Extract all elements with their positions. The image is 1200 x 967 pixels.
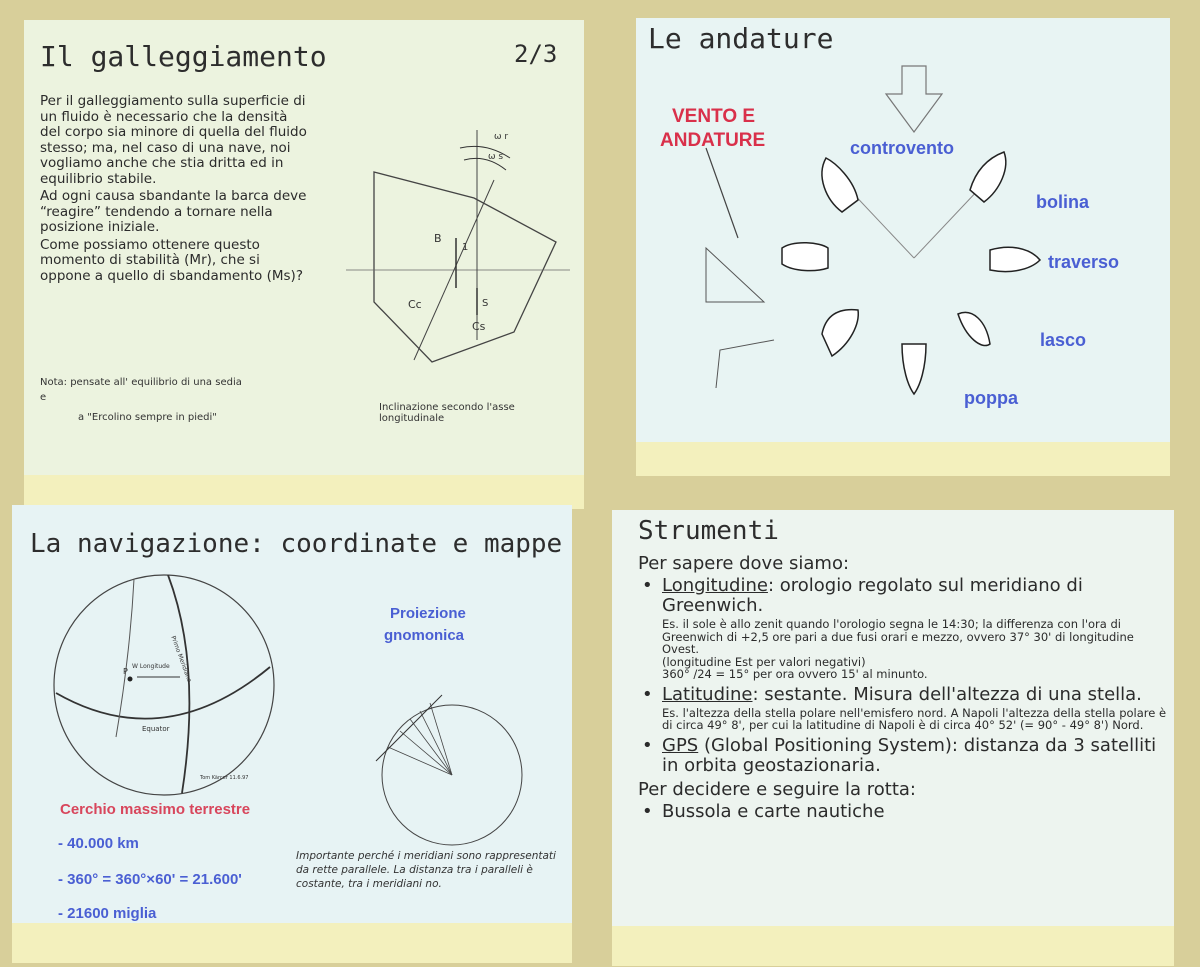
footer-page: 4	[552, 482, 559, 493]
detail-line: (longitudine Est per valori negativi)	[662, 654, 866, 669]
projection-title-line: Proiezione	[390, 605, 466, 622]
globe-label-meridian: Primo Meridiano	[169, 635, 193, 684]
label-lasco: lasco	[1040, 330, 1087, 350]
footer-author: G.Paternoster	[40, 482, 110, 493]
slide-andature	[636, 18, 1170, 476]
meridian-line	[168, 575, 189, 793]
heading-line: ANDATURE	[660, 130, 766, 151]
footer-page: 23	[1152, 948, 1165, 959]
globe-label-p: P	[123, 667, 128, 676]
paragraph: Ad ogni causa sbandante la barca deve “reagire” tendendo a tornare nella posizione iniziale.	[40, 188, 307, 235]
label-traverso: traverso	[1048, 252, 1120, 272]
heading-line: VENTO E	[672, 106, 756, 127]
list-item: - 360° = 360°×60' = 21.600'	[58, 871, 242, 888]
globe	[54, 575, 274, 795]
cerchio-heading: Cerchio massimo terrestre	[60, 801, 251, 818]
globe-credit: Tom Kärcer 11.6.97	[200, 775, 249, 781]
projection-plane	[376, 695, 442, 761]
footer-page: 22	[550, 947, 563, 958]
instrument-list	[638, 576, 1168, 776]
sailing-points-diagram	[636, 18, 1170, 442]
label-b: B	[434, 232, 442, 245]
list-item-longitudine	[638, 576, 1168, 681]
globe-label-equator: Equator	[142, 725, 170, 733]
boat-controvento-right	[970, 152, 1006, 202]
label-cc: Cc	[408, 298, 422, 311]
footer-author: G.Paternoster	[630, 948, 700, 959]
term-gps: GPS	[662, 734, 699, 756]
label-ws: ω s	[488, 152, 504, 162]
wind-vector	[706, 148, 738, 238]
rotta-list	[638, 802, 1168, 822]
list-item-latitudine	[638, 685, 1168, 732]
term-longitudine: Longitudine	[662, 575, 768, 596]
latitudine-detail: Es. l'altezza della stella polare nell'emisfero nord. A Napoli l'altezza della stella polare è di circa 49° 8', per cui la latitudine di Napoli è di circa 40° 52' (= 90° - 49° 8') Nord.	[662, 705, 1167, 732]
paragraph: Come possiamo ottenere questo momento di stabilità (Mr), che si oppone a quello di sbandamento (Ms)?	[40, 236, 303, 284]
slide-title: Strumenti	[638, 516, 779, 546]
footer-title: La fisica a vela - Napoli mag. 2019	[788, 940, 962, 951]
boat-traverso-left	[782, 243, 828, 271]
hull-outline	[374, 172, 556, 362]
point-p	[128, 677, 133, 682]
footer-author: G.Paternoster	[646, 455, 716, 466]
projection-ray	[430, 703, 452, 775]
footer-title: La fisica a vela - Napoli mag. 2019	[209, 482, 383, 493]
projection-ray	[420, 711, 452, 775]
detail-line: 360° /24 = 15° per ora ovvero 15' al minunto.	[662, 667, 928, 681]
text-longitudine: : orologio regolato sul meridiano di Greenwich.	[662, 575, 1083, 616]
label-controvento: controvento	[850, 138, 955, 158]
diagram-caption: Inclinazione secondo l'asse longitudinale	[379, 402, 515, 424]
slide-strumenti	[612, 510, 1174, 966]
projection-title-line: gnomonica	[384, 627, 465, 644]
footer-page: 20	[1142, 455, 1155, 466]
projection-ray	[388, 747, 452, 775]
text-gps: (Global Positioning System): distanza da 3 satelliti in orbita geostazionaria.	[662, 734, 1157, 776]
note-line: Nota: pensate all' equilibrio di una sedia	[40, 377, 242, 388]
detail-line: Es. il sole è allo zenit quando l'orologio segna le 14:30; la differenza con l'ora di Greenwich di +2,5 ore pari a due fusi orari e mezzo, ovvero 37° 30' di longitudine Ovest.	[662, 617, 1134, 656]
list-item: - 40.000 km	[58, 835, 139, 852]
slide-galleggiamento	[24, 20, 584, 509]
boat-lasco-right	[958, 312, 990, 345]
slide-page-label: 2/3	[514, 40, 558, 68]
list-item-bussola: • Bussola e carte nautiche	[638, 802, 1168, 822]
label-cs: Cs	[472, 320, 486, 333]
vector-angle	[716, 340, 774, 388]
label-wr: ω r	[494, 132, 509, 142]
label-bolina: bolina	[1036, 192, 1089, 212]
wind-arrow	[886, 66, 942, 132]
boat-lasco-left	[822, 310, 858, 356]
text-latitudine: : sestante. Misura dell'altezza di una stella.	[752, 683, 1142, 705]
slide-body	[638, 554, 1168, 822]
intro-line: Per sapere dove siamo:	[638, 553, 850, 574]
slide-title: Il galleggiamento	[40, 40, 327, 73]
note-line: a "Ercolino sempre in piedi"	[78, 412, 217, 423]
note-line: e	[40, 392, 47, 403]
stability-diagram	[24, 20, 584, 475]
list-item: - 21600 miglia	[58, 905, 157, 922]
paragraph: Per il galleggiamento sulla superficie di un fluido è necessario che la densità del corpo sia minore di quella del fluido stesso; ma, nel caso di una nave, noi vogliamo anche che stia dritta ed in equilibrio stabile.	[40, 93, 307, 187]
globe-label-longitude: W Longitude	[132, 663, 170, 670]
label-s: S	[482, 298, 489, 309]
list-item-gps	[638, 736, 1168, 776]
no-go-line-right	[914, 188, 980, 258]
slide-title: La navigazione: coordinate e mappe	[30, 529, 563, 559]
boat-traverso-right	[990, 247, 1040, 271]
slide-navigazione	[12, 505, 572, 963]
decide-line: Per decidere e seguire la rotta:	[638, 778, 916, 800]
boat-controvento-left	[822, 158, 858, 212]
projection-ray	[410, 719, 452, 775]
label-poppa: poppa	[964, 388, 1018, 408]
meridian-secondary	[116, 579, 134, 737]
slide-title: Le andature	[648, 22, 834, 55]
footer-title: La fisica a vela - Napoli mag. 2019	[172, 945, 346, 956]
longitudine-detail	[662, 618, 1168, 681]
label-one: 1	[462, 242, 469, 253]
important-note: Importante perché i meridiani sono rappresentati da rette parallele. La distanza tra i paralleli è costante, tra i meridiani no.	[296, 850, 556, 890]
term-latitudine: Latitudine	[662, 683, 753, 705]
equator-line	[56, 667, 270, 719]
boat-poppa	[902, 344, 926, 394]
footer-title: La fisica a vela - Napoli mag. 2019	[808, 455, 982, 466]
projection-ray	[400, 731, 452, 775]
footer-author: G.Paternoster	[28, 947, 98, 958]
vector-triangle	[706, 248, 764, 302]
